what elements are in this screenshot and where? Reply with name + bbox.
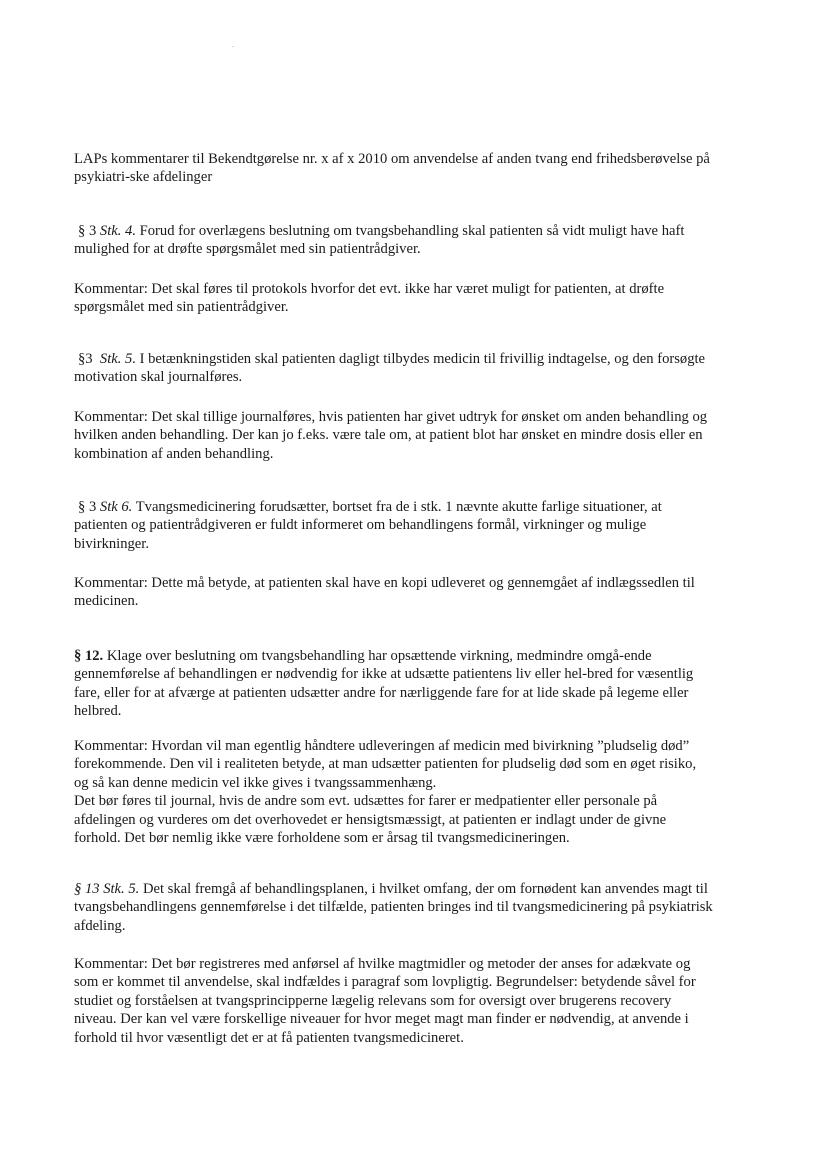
section-sign: § 3 (78, 499, 97, 515)
paragraph-text: Klage over beslutning om tvangsbehandling har opsættende virkning, medmindre omgå-ende (106, 648, 652, 664)
section-ref: Stk. 5. (103, 881, 140, 897)
paragraph-line: afdeling. (74, 917, 126, 934)
section-sign: § 13 (74, 881, 100, 897)
section-sign: §3 (78, 351, 93, 367)
paragraph-3-stk-4 (74, 222, 768, 259)
paragraph-line: patienten og patientrådgiveren er fuldt informeret om behandlingens formål, virkninger og mulige (74, 517, 647, 534)
paragraph-line: fare, eller for at afværge at patienten udsætter andre for nærliggende fare for at lide skade på legeme eller (74, 684, 689, 701)
comment-3-stk-4 (74, 280, 764, 317)
comment-line: medicinen. (74, 593, 139, 610)
comment-line: Kommentar: Dette må betyde, at patienten skal have en kopi udleveret og gennemgået af indlægssedlen til (74, 575, 695, 591)
comment-line: og så kan denne medicin vel ikke gives i tvangssammenhæng. (74, 774, 437, 791)
comment-line: studiet og forståelsen at tvangsprincipperne lægelig relevans som for oversigt over brugerens recovery (74, 992, 672, 1009)
comment-line: Kommentar: Det bør registreres med anførsel af hvilke magtmidler og metoder der anses for adækvate og (74, 956, 691, 972)
paragraph-line: helbred. (74, 703, 122, 720)
paragraph-first-line (78, 350, 768, 368)
paragraph-12 (74, 647, 764, 721)
comment-12 (74, 737, 764, 847)
comment-3-stk-6 (74, 574, 764, 611)
comment-line: afdelingen og vurderes om det overhovedet er hensigtsmæssigt, at patienten er indlagt under de givne (74, 811, 667, 828)
paragraph-line: gennemførelse af behandlingen er nødvendig for ikke at udsætte patientens liv eller hel-bred for væsentlig (74, 666, 694, 683)
comment-line: spørgsmålet med sin patientrådgiver. (74, 299, 289, 316)
comment-3-stk-5 (74, 408, 764, 463)
comment-line: forekommende. Den vil i realiteten betyde, at man udsætter patienten for pludselig død som en øget risiko, (74, 756, 697, 773)
document-title (74, 150, 764, 187)
paragraph-first-line (74, 880, 764, 898)
scan-speck (232, 46, 234, 47)
paragraph-line: bivirkninger. (74, 535, 149, 552)
paragraph-line: tvangsbehandlingens gennemførelse i det tilfælde, patienten bringes ind til tvangsmedicinering på psykiatrisk (74, 899, 713, 916)
paragraph-line: mulighed for at drøfte spørgsmålet med sin patientrådgiver. (74, 241, 421, 258)
title-line: LAPs kommentarer til Bekendtgørelse nr. x af x 2010 om anvendelse af anden tvang end frihedsberøvelse på (74, 151, 710, 167)
paragraph-first-line (74, 647, 764, 665)
comment-line: kombination af anden behandling. (74, 445, 274, 462)
section-sign: § 12. (74, 648, 104, 664)
paragraph-13-stk-5 (74, 880, 764, 935)
paragraph-text: I betænkningstiden skal patienten dagligt tilbydes medicin til frivillig indtagelse, og den forsøgte (139, 351, 706, 367)
paragraph-3-stk-5 (74, 350, 768, 387)
comment-line: som er kommet til anvendelse, skal indfældes i paragraf som lovpligtig. Begrundelser: betydende såvel for (74, 974, 696, 991)
section-ref: Stk. 4. (99, 223, 136, 239)
section-ref: Stk 6. (99, 499, 133, 515)
comment-line: Kommentar: Det skal tillige journalføres, hvis patienten har givet udtryk for ønsket om anden behandling og (74, 409, 708, 425)
comment-13-stk-5 (74, 955, 764, 1047)
comment-line: Det bør føres til journal, hvis de andre som evt. udsættes for farer er medpatienter eller personale på (74, 793, 658, 810)
comment-line: Kommentar: Det skal føres til protokols hvorfor det evt. ikke har været muligt for patienten, at drøfte (74, 281, 665, 297)
comment-line: Kommentar: Hvordan vil man egentlig håndtere udleveringen af medicin med bivirkning ”pludselig død” (74, 738, 690, 754)
title-line: psykiatri-ske afdelinger (74, 169, 213, 186)
comment-line: niveau. Der kan vel være forskellige niveauer for hvor meget magt man finder er nødvendig, at anvende i (74, 1011, 689, 1028)
paragraph-text: Forud for overlægens beslutning om tvangsbehandling skal patienten så vidt muligt have haft (139, 223, 685, 239)
paragraph-3-stk-6 (74, 498, 768, 553)
comment-line: forhold. Det bør nemlig ikke være forholdene som er årsag til tvangsmedicineringen. (74, 830, 570, 847)
section-ref: Stk. 5. (99, 351, 136, 367)
paragraph-text: Det skal fremgå af behandlingsplanen, i hvilket omfang, der om fornødent kan anvendes magt til (142, 881, 708, 897)
paragraph-line: motivation skal journalføres. (74, 369, 243, 386)
section-sign: § 3 (78, 223, 97, 239)
paragraph-first-line (78, 498, 768, 516)
comment-line: forhold til hvor væsentligt det er at få patienten tvangsmedicineret. (74, 1029, 464, 1046)
paragraph-first-line (78, 222, 768, 240)
comment-line: hvilken anden behandling. Der kan jo f.eks. være tale om, at patient blot har ønsket en mindre dosis eller en (74, 427, 703, 444)
paragraph-text: Tvangsmedicinering forudsætter, bortset fra de i stk. 1 nævnte akutte farlige situationer, at (135, 499, 662, 515)
